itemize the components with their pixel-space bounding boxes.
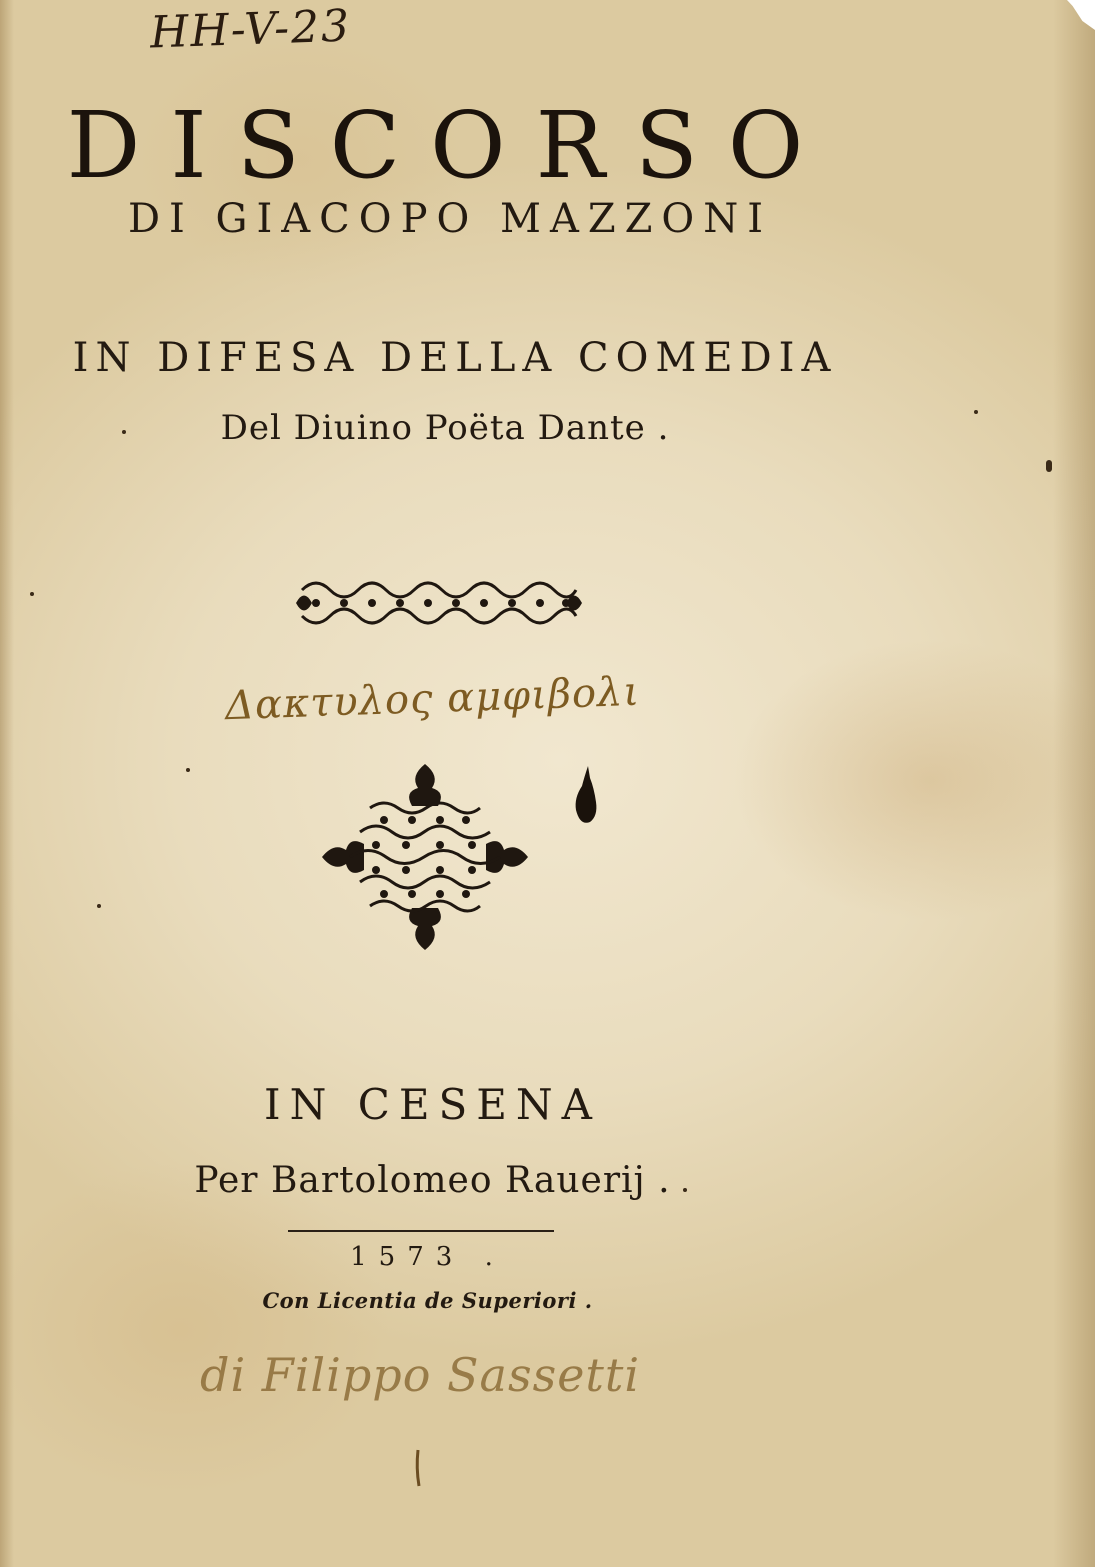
subtitle-line-2: Del Diuino Poëta Dante . [220, 408, 670, 448]
paper-speck [97, 904, 101, 908]
printers-ornament-band [296, 572, 582, 634]
paper-speck [1046, 460, 1052, 472]
subtitle-line: IN DIFESA DELLA COMEDIA [72, 335, 838, 381]
pen-stroke-mark [410, 1448, 426, 1488]
paper-speck [186, 768, 190, 772]
shelfmark-handwritten: HH-V-23 [149, 0, 352, 59]
imprint-license: Con Licentia de Superiori . [262, 1288, 593, 1313]
paper-speck [974, 410, 978, 414]
imprint-year: 1573 . [350, 1242, 505, 1272]
imprint-place: IN CESENA [264, 1080, 601, 1129]
page-title: DISCORSO [66, 92, 834, 199]
page-right-edge-shadow [1053, 0, 1095, 1567]
author-line: DI GIACOPO MAZZONI [127, 196, 773, 242]
imprint-rule [288, 1230, 554, 1232]
paper-speck [122, 430, 126, 434]
greek-marginal-note: Δακτυλος αμφιβολι [224, 668, 641, 730]
paper-speck [683, 1188, 687, 1192]
imprint-printer: Per Bartolomeo Rauerij . [194, 1160, 671, 1201]
paper-speck [30, 592, 34, 596]
ownership-inscription: di Filippo Sassetti [200, 1348, 641, 1402]
diamond-fleuron-ornament [320, 762, 530, 952]
ink-blot [572, 764, 600, 828]
